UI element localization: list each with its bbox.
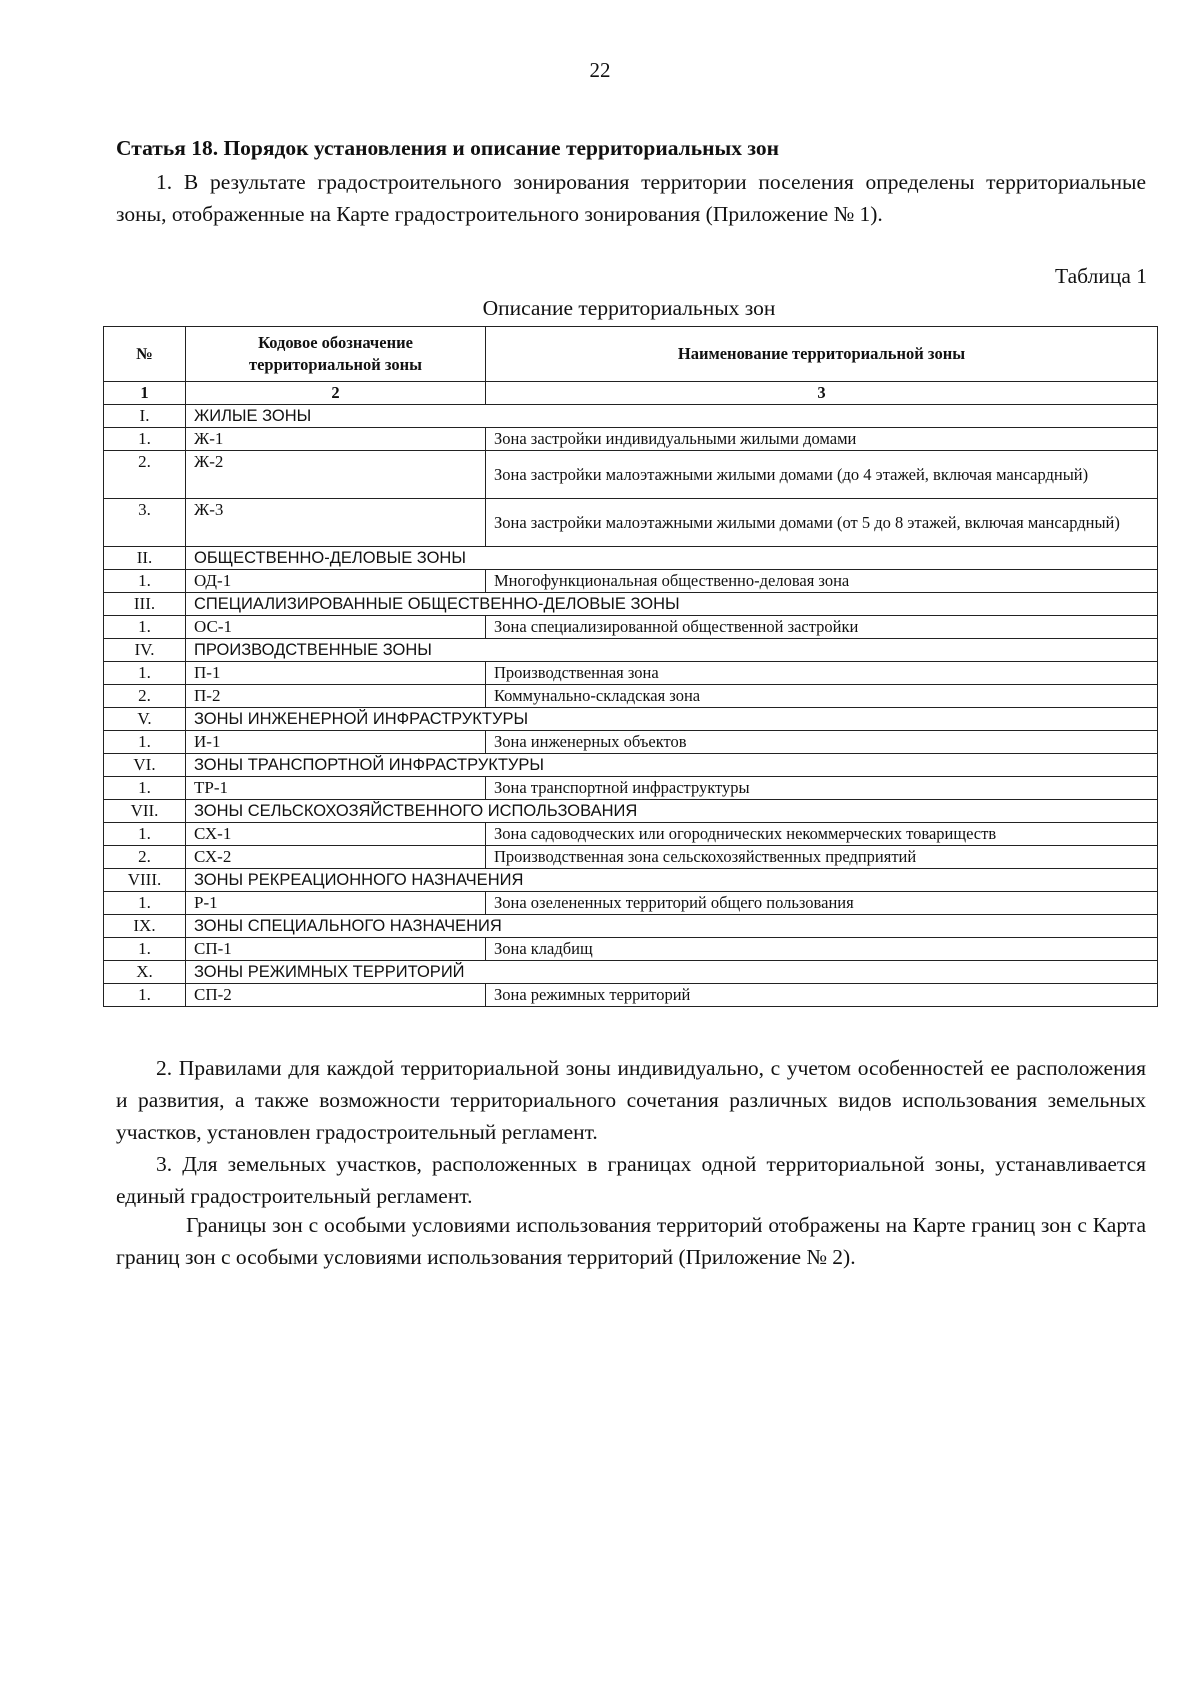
zone-row xyxy=(104,499,1158,547)
zone-number: 1. xyxy=(104,731,186,754)
section-number: V. xyxy=(104,708,186,731)
zone-row xyxy=(104,846,1158,869)
section-row xyxy=(104,754,1158,777)
zone-number: 1. xyxy=(104,570,186,593)
section-title: ЗОНЫ РЕКРЕАЦИОННОГО НАЗНАЧЕНИЯ xyxy=(186,869,1158,892)
zone-number: 1. xyxy=(104,823,186,846)
section-number: II. xyxy=(104,547,186,570)
column-number-row xyxy=(104,382,1158,405)
table-caption: Описание территориальных зон xyxy=(482,296,776,320)
section-title: ОБЩЕСТВЕННО-ДЕЛОВЫЕ ЗОНЫ xyxy=(186,547,1158,570)
zone-code: СХ-2 xyxy=(186,846,486,869)
zone-code: ОС-1 xyxy=(186,616,486,639)
table-header-row xyxy=(104,327,1158,382)
section-row xyxy=(104,708,1158,731)
zone-row xyxy=(104,428,1158,451)
zone-row xyxy=(104,616,1158,639)
zone-name: Зона застройки малоэтажными жилыми домами (до 4 этажей, включая мансардный) xyxy=(486,451,1158,499)
zone-row xyxy=(104,731,1158,754)
zone-name: Зона режимных территорий xyxy=(486,984,1158,1007)
zone-row xyxy=(104,892,1158,915)
zone-number: 1. xyxy=(104,428,186,451)
zone-number: 1. xyxy=(104,892,186,915)
section-number: VI. xyxy=(104,754,186,777)
zone-number: 1. xyxy=(104,616,186,639)
zone-row xyxy=(104,984,1158,1007)
section-title: ЖИЛЫЕ ЗОНЫ xyxy=(186,405,1158,428)
section-number: VII. xyxy=(104,800,186,823)
zone-name: Зона застройки индивидуальными жилыми домами xyxy=(486,428,1158,451)
zone-number: 1. xyxy=(104,662,186,685)
section-title: ЗОНЫ СЕЛЬСКОХОЗЯЙСТВЕННОГО ИСПОЛЬЗОВАНИЯ xyxy=(186,800,1158,823)
column-number-2: 2 xyxy=(186,382,486,405)
zone-name: Производственная зона xyxy=(486,662,1158,685)
zone-code: П-2 xyxy=(186,685,486,708)
page-number: 22 xyxy=(589,58,611,82)
zone-code: ОД-1 xyxy=(186,570,486,593)
zone-code: ТР-1 xyxy=(186,777,486,800)
header-number: № xyxy=(104,327,186,382)
section-row xyxy=(104,547,1158,570)
zone-number: 1. xyxy=(104,984,186,1007)
section-row xyxy=(104,405,1158,428)
section-title: ЗОНЫ СПЕЦИАЛЬНОГО НАЗНАЧЕНИЯ xyxy=(186,915,1158,938)
article-heading: Статья 18. Порядок установления и описание территориальных зон xyxy=(116,136,780,160)
header-name: Наименование территориальной зоны xyxy=(486,327,1158,382)
zone-name: Зона застройки малоэтажными жилыми домами (от 5 до 8 этажей, включая мансардный) xyxy=(486,499,1158,547)
zone-row xyxy=(104,938,1158,961)
zone-number: 1. xyxy=(104,938,186,961)
section-title: ЗОНЫ ТРАНСПОРТНОЙ ИНФРАСТРУКТУРЫ xyxy=(186,754,1158,777)
section-title: ЗОНЫ ИНЖЕНЕРНОЙ ИНФРАСТРУКТУРЫ xyxy=(186,708,1158,731)
section-title: ПРОИЗВОДСТВЕННЫЕ ЗОНЫ xyxy=(186,639,1158,662)
section-title: ЗОНЫ РЕЖИМНЫХ ТЕРРИТОРИЙ xyxy=(186,961,1158,984)
section-row xyxy=(104,915,1158,938)
table-label: Таблица 1 xyxy=(1055,264,1147,288)
section-number: IV. xyxy=(104,639,186,662)
zone-code: СП-1 xyxy=(186,938,486,961)
zones-table-body xyxy=(104,405,1158,1007)
column-number-1: 1 xyxy=(104,382,186,405)
paragraph-1: 1. В результате градостроительного зонирования территории поселения определены территориальные зоны, отображенные на Карте градостроительного зонирования (Приложение № 1). xyxy=(116,170,1146,226)
section-row xyxy=(104,639,1158,662)
zone-number: 1. xyxy=(104,777,186,800)
section-number: X. xyxy=(104,961,186,984)
section-row xyxy=(104,800,1158,823)
zone-row xyxy=(104,685,1158,708)
zone-name: Зона кладбищ xyxy=(486,938,1158,961)
zone-name: Многофункциональная общественно-деловая зона xyxy=(486,570,1158,593)
zone-name: Коммунально-складская зона xyxy=(486,685,1158,708)
zone-code: СП-2 xyxy=(186,984,486,1007)
section-row xyxy=(104,961,1158,984)
zone-row xyxy=(104,451,1158,499)
zone-code: П-1 xyxy=(186,662,486,685)
zone-row xyxy=(104,823,1158,846)
section-title: СПЕЦИАЛИЗИРОВАННЫЕ ОБЩЕСТВЕННО-ДЕЛОВЫЕ ЗОНЫ xyxy=(186,593,1158,616)
zones-table xyxy=(103,326,1158,1007)
zone-number: 3. xyxy=(104,499,186,547)
zone-code: Р-1 xyxy=(186,892,486,915)
paragraph-2: 2. Правилами для каждой территориальной зоны индивидуально, с учетом особенностей ее расположения и развития, а также возможности территориального сочетания различных видов использования земельных участков, установлен градостроительный регламент. xyxy=(116,1056,1146,1144)
header-code: Кодовое обозначение территориальной зоны xyxy=(186,327,486,382)
zone-code: Ж-2 xyxy=(186,451,486,499)
column-number-3: 3 xyxy=(486,382,1158,405)
section-number: VIII. xyxy=(104,869,186,892)
zone-name: Зона садоводческих или огороднических некоммерческих товариществ xyxy=(486,823,1158,846)
section-number: I. xyxy=(104,405,186,428)
zone-number: 2. xyxy=(104,685,186,708)
section-row xyxy=(104,593,1158,616)
section-row xyxy=(104,869,1158,892)
zone-name: Зона транспортной инфраструктуры xyxy=(486,777,1158,800)
zone-row xyxy=(104,662,1158,685)
zone-number: 2. xyxy=(104,451,186,499)
zone-code: Ж-1 xyxy=(186,428,486,451)
zone-name: Зона озелененных территорий общего пользования xyxy=(486,892,1158,915)
zone-number: 2. xyxy=(104,846,186,869)
zone-name: Зона инженерных объектов xyxy=(486,731,1158,754)
zone-row xyxy=(104,777,1158,800)
zone-name: Зона специализированной общественной застройки xyxy=(486,616,1158,639)
zone-code: И-1 xyxy=(186,731,486,754)
zone-code: Ж-3 xyxy=(186,499,486,547)
zone-code: СХ-1 xyxy=(186,823,486,846)
paragraph-3: 3. Для земельных участков, расположенных в границах одной территориальной зоны, устанавливается единый градостроительный регламент. xyxy=(116,1152,1146,1208)
section-number: IX. xyxy=(104,915,186,938)
paragraph-4: Границы зон с особыми условиями использования территорий отображены на Карте границ зон с Карта границ зон с особыми условиями использования территорий (Приложение № 2). xyxy=(116,1213,1146,1269)
section-number: III. xyxy=(104,593,186,616)
zone-row xyxy=(104,570,1158,593)
zone-name: Производственная зона сельскохозяйственных предприятий xyxy=(486,846,1158,869)
